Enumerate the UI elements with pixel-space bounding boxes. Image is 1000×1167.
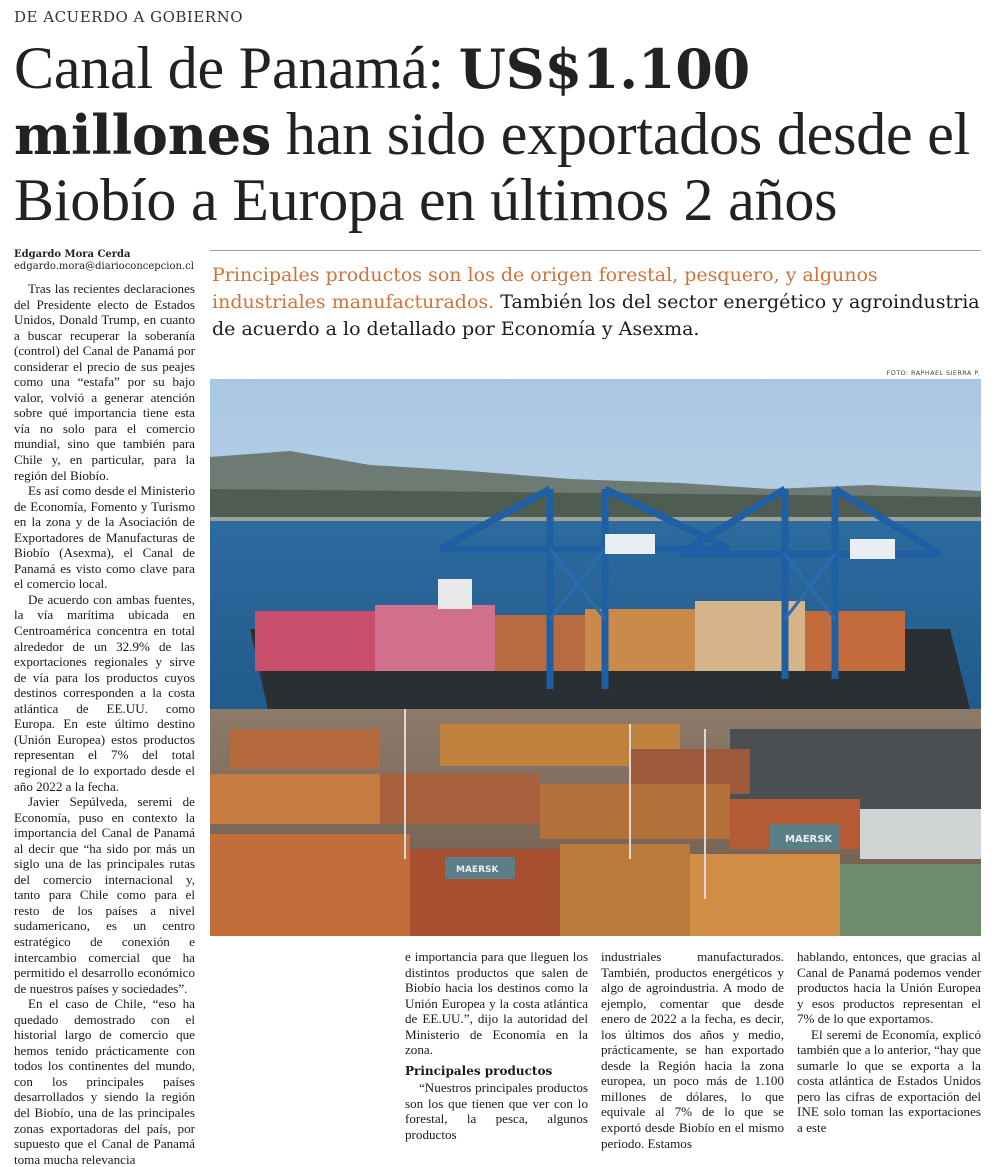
byline [14,249,199,273]
deck-divider [210,250,981,251]
author-name: Edgardo Mora Cerda [14,249,131,260]
author-email: edgardo.mora@diarioconcepcion.cl [14,261,194,272]
article-column-3 [601,949,784,1151]
paragraph: El seremi de Economía, explicó también que a lo anterior, “hay que sumarle lo que se exporta a la costa atlántica de Estados Unidos pero las cifras de exportación del INE solo toman las exportaciones a este [797,1026,981,1136]
headline-part-1: Canal de Panamá: [14,35,459,101]
deck-text: También los del sector energético y agroindustria de acuerdo a lo detallado por Economía y Asexma. [212,291,980,340]
paragraph: Es así como desde el Ministerio de Economía, Fomento y Turismo en la zona y de la Asociación de Exportadores de Manufacturas de Biobío (Asexma), el Canal de Panamá es visto como clave para el comercio local. [14,483,195,592]
paragraph: En el caso de Chile, “eso ha quedado demostrado con el historial largo de comercio que hemos tenido prácticamente con todos los continentes del mundo, con los principales países desarrollados y siendo la región del Biobío, una de las principales zonas exportadoras del país, por supuesto que el Canal de Panamá toma mucha relevancia [14,996,195,1167]
maersk-label: MAERSK [456,865,499,875]
paragraph: De acuerdo con ambas fuentes, la vía marítima ubicada en Centroamérica concentra en total alrededor de un 32.9% de las exportaciones regionales y sirve de vía para los productos cuyos destinos corresponden a la costa atlántica de EE.UU. como Europa. En este último destino (Unión Europea) estos productos representan el 7% del total regional de lo exportado desde el año 2022 a la fecha. [14,591,195,794]
paragraph: Javier Sepúlveda, seremi de Economía, puso en contexto la importancia del Canal de Panamá al decir que “ha sido por más un siglo una de las principales rutas del comercio internacional y, tanto para Chile como para el resto de los países a nivel sudamericano, es un centro estratégico de conexión e intercambio comercial que ha permitido el desarrollo económico de nuestros países y sociedades”. [14,794,195,996]
paragraph: “Nuestros principales productos son los que tienen que ver con lo forestal, la pesca, algunos productos [405,1080,588,1143]
paragraph: industriales manufacturados. También, productos energéticos y algo de agroindustria. A modo de ejemplo, comentar que desde enero de 2022 a la fecha, es decir, los últimos dos años y medio, prácticamente, se han exportado desde la Región hacia la zona europea, un poco más de 1.100 millones de dólares, lo que equivale al 7% de lo que se exportó desde Biobío en el mismo periodo. Estamos [601,949,784,1151]
section-label: DE ACUERDO A GOBIERNO [14,8,244,26]
article-column-2 [405,949,588,1143]
headline-part-2: han sido exportados desde el Biobío a Europa en últimos 2 años [14,101,971,233]
headline-bold-amount: US$1.100 millones [14,37,750,167]
maersk-label: MAERSK [785,834,833,845]
paragraph: hablando, entonces, que gracias al Canal de Panamá podemos vender productos hacia la Unión Europea y esos productos representan el 7% de lo que exportamos. [797,949,981,1027]
article-column-4 [797,949,981,1136]
headline [14,36,989,233]
deck [212,262,984,343]
port-photo [210,379,981,936]
paragraph: Tras las recientes declaraciones del Presidente electo de Estados Unidos, Donald Trump, en cuanto a buscar recuperar la soberanía (control) del Canal de Panamá por considerar el precio de sus peajes como una “estafa” por su bajo valor, volvió a generar atención sobre qué importancia tiene esta vía no solo para el comercio mundial, sino que también para Chile y, en particular, para la región del Biobío. [14,281,195,483]
article-column-1 [14,281,195,1167]
photo-credit: FOTO: RAPHAEL SIERRA P. [886,369,980,377]
paragraph: e importancia para que lleguen los distintos productos que salen de Biobío hacia los destinos como la Unión Europea y la costa atlántica de EE.UU.”, dijo la autoridad del Ministerio de Economía en la zona. [405,949,588,1058]
subheading: Principales productos [405,1063,553,1078]
deck-highlight: Principales productos son los de origen forestal, pesquero, y algunos industriales manufacturados. [212,264,878,313]
